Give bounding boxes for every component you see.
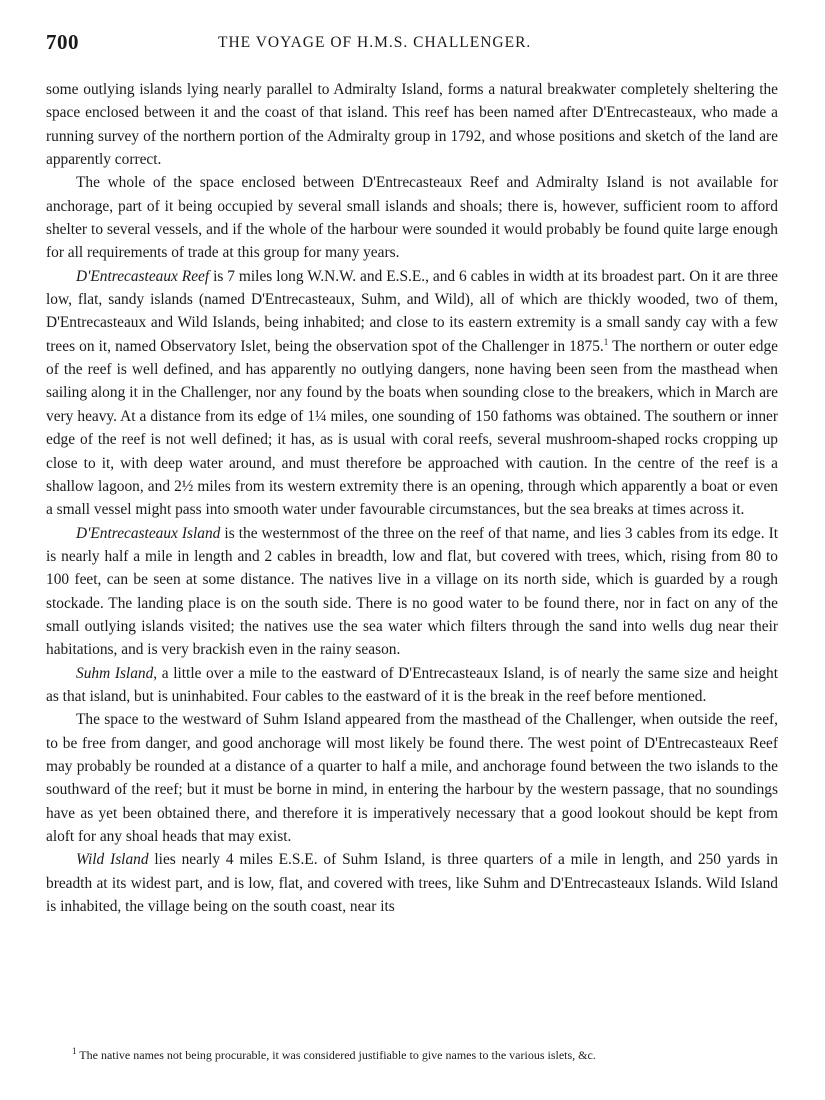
footnote-ref: 1	[603, 336, 609, 347]
footnote-text: The native names not being procurable, it was considered justifiable to give names to the various islets, &c.	[76, 1048, 596, 1062]
paragraph-4	[46, 522, 778, 662]
footnote-marker: 1	[72, 1046, 77, 1056]
running-title: THE VOYAGE OF H.M.S. CHALLENGER.	[218, 34, 532, 51]
body-text	[46, 78, 778, 918]
paragraph-3	[46, 265, 778, 522]
paragraph-6: The space to the westward of Suhm Island appeared from the masthead of the Challenger, when outside the reef, to be free from danger, and good anchorage will most likely be found there. The west point of D'Entrecasteaux Reef may probably be rounded at a distance of a quarter to half a mile, and anchorage found between the two islands to the southward of the reef; but it must be borne in mind, in entering the harbour by the western passage, that no soundings have as yet been obtained there, and therefore it is imperatively necessary that a good lookout should be kept from aloft for any shoal heads that may exist.	[46, 711, 778, 845]
footnote	[72, 1048, 772, 1063]
paragraph-7-text: lies nearly 4 miles E.S.E. of Suhm Island, is three quarters of a mile in length, and 250 yards in breadth at its widest part, and is low, flat, and covered with trees, like Suhm and D'Entrecasteaux Islands. Wild Island is inhabited, the village being on the south coast, near its	[46, 851, 778, 916]
page-number: 700	[46, 30, 79, 54]
dentrecasteaux-island-heading: D'Entrecasteaux Island	[76, 524, 221, 542]
page	[46, 30, 778, 918]
paragraph-1: some outlying islands lying nearly parallel to Admiralty Island, forms a natural breakwater completely sheltering the space enclosed between it and the coast of that island. This reef has been named after D'Entrecasteaux, who made a running survey of the northern portion of the Admiralty group in 1792, and whose positions and sketch of the land are apparently correct.	[46, 81, 778, 169]
paragraph-3-text-a: is 7 miles long W.N.W. and E.S.E., and 6 cables in width at its broadest part. On it are three low, flat, sandy islands (named D'Entrecasteaux, Suhm, and Wild), all of which are thickly wooded, two of them, D'Entrecasteaux and Wild Islands, being inhabited; and close to its eastern extremity is a small sandy cay with a few trees on it, named Observatory Islet, being the observation spot of the Challenger in 1875.	[46, 267, 778, 355]
paragraph-4-text: is the westernmost of the three on the reef of that name, and lies 3 cables from its edge. It is nearly half a mile in length and 2 cables in breadth, low and flat, but covered with trees, which, rising from 80 to 100 feet, can be seen at some distance. The natives live in a village on its north side, which is guarded by a rough stockade. The landing place is on the south side. There is no good water to be found there, nor in fact on any of the small outlying islands visited; the natives use the sea water which filters through the sand into wells dug near their habitations, and is very brackish even in the rainy season.	[46, 524, 778, 659]
paragraph-5-text: , a little over a mile to the eastward of D'Entrecasteaux Island, is of nearly the same size and height as that island, but is uninhabited. Four cables to the eastward of it is the break in the reef before mentioned.	[46, 664, 778, 705]
paragraph-7	[46, 848, 778, 918]
reef-heading: D'Entrecasteaux Reef	[76, 267, 210, 285]
page-header	[46, 30, 778, 56]
suhm-island-heading: Suhm Island	[76, 664, 154, 682]
wild-island-heading: Wild Island	[76, 851, 149, 869]
paragraph-5	[46, 662, 778, 709]
paragraph-2: The whole of the space enclosed between D'Entrecasteaux Reef and Admiralty Island is not available for anchorage, part of it being occupied by several small islands and shoals; there is, however, sufficient room to afford shelter to several vessels, and if the whole of the harbour were sounded it would probably be found quite large enough for all requirements of trade at this group for many years.	[46, 174, 778, 262]
paragraph-3-text-b: The northern or outer edge of the reef is well defined, and has apparently no outlying dangers, none having been seen from the masthead when sailing along it in the Challenger, nor any found by the boats when sounding close to the breakers, which in March are very heavy. At a distance from its edge of 1¼ miles, one sounding of 150 fathoms was obtained. The southern or inner edge of the reef is not well defined; it has, as is usual with coral reefs, several mushroom-shaped rocks cropping up close to it, with deep water around, and must therefore be approached with caution. In the centre of the reef is a shallow lagoon, and 2½ miles from its western extremity there is an opening, through which apparently a boat or even a small vessel might pass into smooth water under favourable circumstances, but the sea breaks at times across it.	[46, 337, 779, 519]
